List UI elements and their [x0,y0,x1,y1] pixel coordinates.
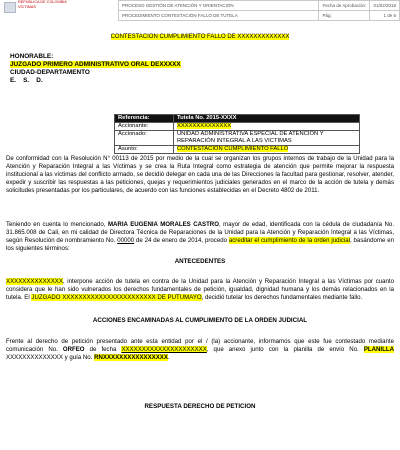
para4-text-b: de fecha [84,345,122,353]
para4-text-c: , que anexo junto con la planilla de envío No. [206,345,364,353]
court-name: JUZGADO PRIMERO ADMINISTRATIVO ORAL DEXXXXX [10,61,181,68]
resolution-number: 00000 [117,236,135,244]
accionado-value: UNIDAD ADMINISTRATIVA ESPECIAL DE ATENCIÓN Y REPARACIÓN INTEGRAL A LAS VICTIMAS [174,131,360,146]
heading-respuesta: RESPUESTA DERECHO DE PETICION [144,403,256,410]
planilla-placeholder: PLANILLA [363,345,394,353]
coat-of-arms-icon [4,2,16,13]
asunto-row [115,146,360,154]
page-label: Pág: [319,11,370,21]
para2-text-b: , mayor de edad, identificada con la cédula de ciudadanía No. 31.865.008 de Cali, en mi calidad de Directora Técnica de Reparaciones de la Unidad para la Atención y Reparación Integral a las Víctimas, según Resolución de nombramiento No. [6,221,395,244]
addressee-block [10,53,181,85]
orfeo-label: ORFEO [62,345,85,353]
accionante-key: Accionante: [115,123,174,131]
document-title-text: CONTESTACION CUMPLIMIENTO FALLO DE XXXXXXXXXXXXX [110,34,290,40]
reference-key: Referencia: [115,115,174,123]
para3-text-a: , interpone acción de tutela en contra de la Unidad para la Atención y Reparación Integral a las Víctimas por cuanto considera que le han sido vulnerados los derechos fundamentales de petición, igualdad, dignidad humana y los demás relacionados en la tutela. El [6,278,394,301]
page-number: 1 de 6 [370,11,400,21]
entity-logo [2,0,102,20]
para4-text-a: Frente al derecho de petición presentado ante esta entidad por el / (la) accionante, informamos que este fue contestado mediante comunicación No. [6,338,394,353]
guia-placeholder: RNXXXXXXXXXXXXXXXX [94,353,168,361]
para2-text-c: de 24 de enero de 2014, procedo [134,236,229,244]
paragraph-antecedentes [6,278,394,302]
accionante-row [115,123,360,131]
para2-text-d: , basándome en los siguientes términos: [6,236,395,252]
paragraph-resolution: De conformidad con la Resolución N° 00113 de 2015 por medio de la cual se organizan los grupos internos de trabajo de la Unidad para la Atención y Reparación Integral a las Víctimas y se crea la Ruta Integral como estrategia de atención que permite mejorar la respuesta institucional a las víctimas del conflicto armado, se decidió delegar en cada una de las Direcciones la facultad para gestionar, resolver, atender, expedir y suscribir las respuestas a las peticiones, quejas y requerimientos judiciales generados en el marco de la acción de tutela y demás solicitudes presentadas por los particulares, de acuerdo con las funciones establecidas en el Decreto 4802 de 2011. [6,155,394,194]
procedure-name: PROCEDIMIENTO CONTESTACIÓN FALLO DE TUTELA [119,11,319,21]
honorable-label: HONORABLE: [10,53,54,60]
para3-text-b: , decidió tutelar los derechos fundamentales mediante fallo. [201,293,363,301]
plaintiff-placeholder: XXXXXXXXXXXXXX [6,278,63,285]
logo-line-1: REPÚBLICA DE COLOMBIA [18,0,67,4]
para4-text-d: XXXXXXXXXXXXXX y guía No. [6,353,95,361]
para4-text-e: . [167,353,170,361]
city-department: CIUDAD-DEPARTAMENTO [10,69,90,76]
document-header [0,0,400,20]
process-name: PROCESO GESTIÓN DE ATENCIÓN Y ORIENTACIÓN [119,1,319,11]
accionado-key: Accionado: [115,131,174,146]
director-name: MARIA EUGENIA MORALES CASTRO [107,221,219,228]
asunto-value: CONTESTACIÓN CUMPLIMIENTO FALLO [177,146,289,152]
asunto-key: Asunto: [115,146,174,154]
reference-table [114,114,360,154]
reference-row [115,115,360,123]
document-title [4,34,396,42]
heading-acciones: ACCIONES ENCAMINADAS AL CUMPLIMIENTO DE LA ORDEN JUDICIAL [92,317,308,324]
approval-label: Fecha de Aprobación: [319,1,370,11]
esd-line: E. S. D. [10,77,43,84]
accionante-value: XXXXXXXXXXXXXX [177,123,232,129]
paragraph-acciones [6,338,394,362]
logo-line-2: VÍCTIMAS [18,5,36,9]
header-table [118,0,400,21]
paragraph-director [6,221,394,253]
para2-text-a: Teniendo en cuenta lo mencionado, [6,221,108,228]
accionado-row [115,131,360,146]
date-placeholder: XXXXXXXXXXXXXXXXXXXXX [121,345,207,353]
court-placeholder: JUZGADO XXXXXXXXXXXXXXXXXXXXXXX DE PUTUMAYO [31,293,202,301]
para2-highlight: acreditar el cumplimiento de la orden judicial [228,236,350,244]
heading-antecedentes: ANTECEDENTES [174,258,226,265]
approval-date: 01/02/2018 [370,1,400,11]
reference-value: Tutela No. 2015-XXXX [174,115,360,123]
